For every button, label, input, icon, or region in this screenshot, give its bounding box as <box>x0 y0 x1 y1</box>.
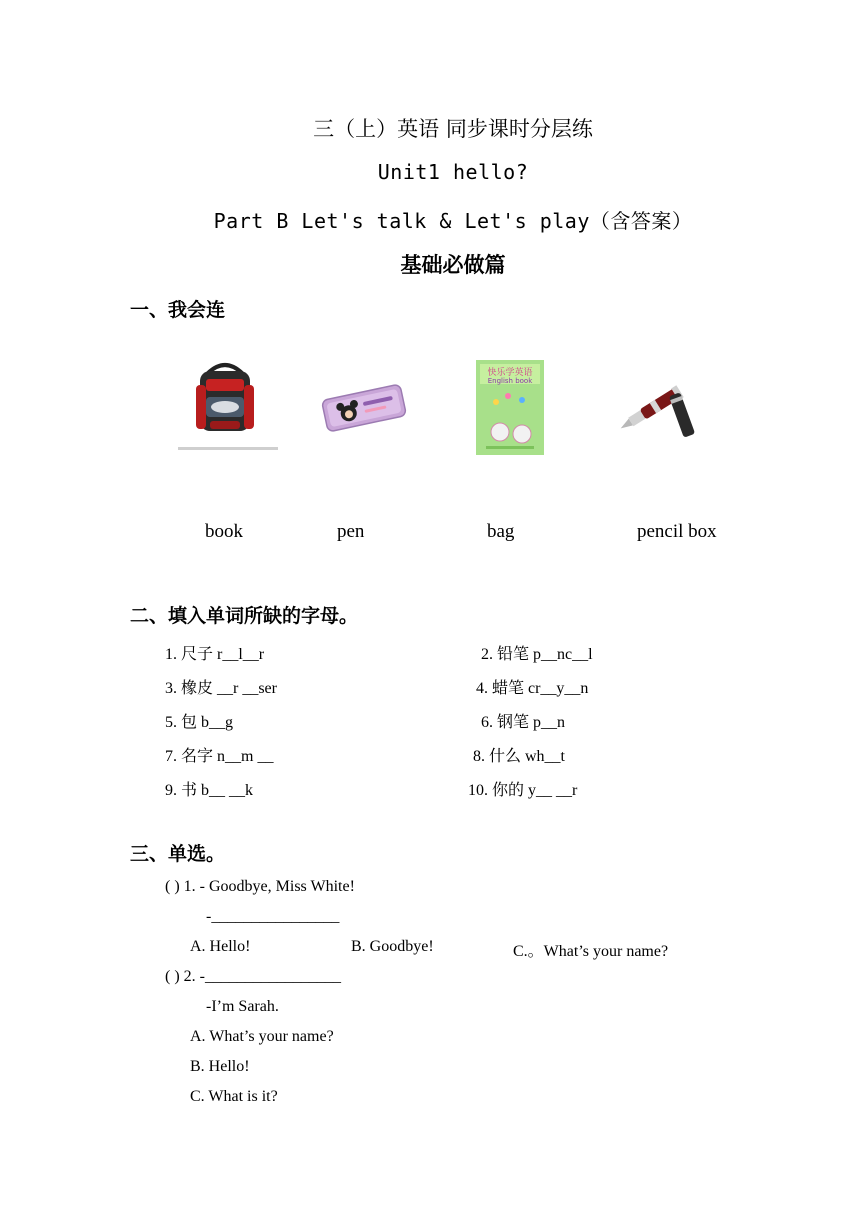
svg-text:English book: English book <box>487 377 533 385</box>
section2-heading: 二、填入单词所缺的字母。 <box>130 605 359 627</box>
q2-option-c: C. What is it? <box>190 1088 278 1105</box>
word-pen: pen <box>337 521 365 542</box>
word-book: book <box>205 521 243 542</box>
word-pencil-box: pencil box <box>637 521 717 542</box>
q1-option-a: A. Hello! <box>190 938 251 955</box>
fill-item: 8. 什么 wh__t <box>473 748 566 765</box>
fill-item: 9. 书 b__ __k <box>165 782 254 799</box>
fill-item: 3. 橡皮 __r __ser <box>165 680 277 697</box>
section3-heading: 三、单选。 <box>130 843 226 865</box>
fill-item: 7. 名字 n__m __ <box>165 748 274 765</box>
q1-blank: -________________ <box>206 908 340 925</box>
fill-item: 1. 尺子 r__l__r <box>165 646 265 663</box>
pencil-box-image <box>318 380 410 436</box>
fill-item: 10. 你的 y__ __r <box>468 782 578 799</box>
level-title: 基础必做篇 <box>400 253 506 277</box>
q1-stem: ( ) 1. - Goodbye, Miss White! <box>165 878 355 895</box>
unit-title: Unit1 hello? <box>377 160 529 184</box>
svg-text:快乐学英语: 快乐学英语 <box>487 368 533 378</box>
q2-option-b: B. Hello! <box>190 1058 250 1075</box>
fill-item: 5. 包 b__g <box>165 714 234 731</box>
fill-item: 6. 钢笔 p__n <box>481 714 566 731</box>
q2-stem: ( ) 2. -_________________ <box>165 968 341 985</box>
fill-item: 2. 铅笔 p__nc__l <box>481 646 593 663</box>
q1-option-b: B. Goodbye! <box>351 938 434 955</box>
english-book-image <box>476 360 544 455</box>
fountain-pen-image <box>612 365 704 445</box>
q2-option-a: A. What’s your name? <box>190 1028 334 1045</box>
q2-answer-line: -I’m Sarah. <box>206 998 279 1015</box>
word-bag: bag <box>487 521 515 542</box>
section1-heading: 一、我会连 <box>130 299 226 321</box>
q1-option-c: C.。What’s your name? <box>513 943 669 960</box>
page-title: 三（上）英语 同步课时分层练 <box>313 117 593 141</box>
part-title: Part B Let's talk & Let's play（含答案） <box>213 209 693 233</box>
backpack-image <box>170 355 280 455</box>
fill-item: 4. 蜡笔 cr__y__n <box>476 680 589 697</box>
